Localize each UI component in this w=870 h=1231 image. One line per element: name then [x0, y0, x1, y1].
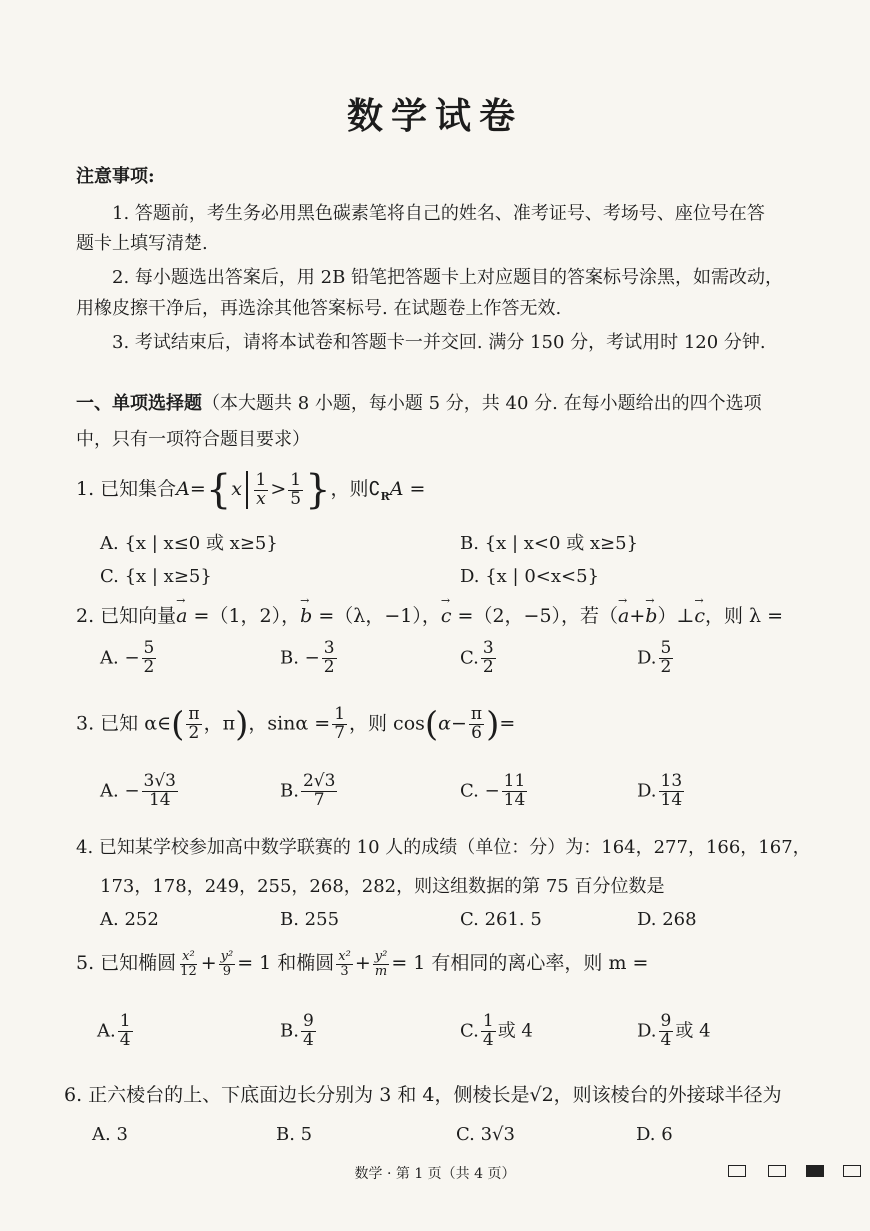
q4-option-b: B. 255 [280, 909, 340, 930]
q1-set-var: A [176, 478, 190, 500]
question-2 [76, 601, 783, 628]
q2-option-a: A. − $\frac{5}{2}$ [100, 638, 155, 677]
q2-vec-c2: → c [694, 605, 705, 627]
q5-option-b: B. $\frac{9}{4}$ [280, 1011, 314, 1050]
q3-option-b: B. $\frac{2√3}{7}$ [280, 771, 336, 810]
question-1 [76, 467, 426, 513]
notice-heading: 注意事项: [76, 166, 155, 187]
q1-option-d: D. {x | 0<x<5} [460, 566, 600, 587]
corner-mark-2 [768, 1165, 786, 1177]
q1-eq: = [189, 478, 206, 500]
page-footer: 数学 · 第 1 页（共 4 页） [354, 1166, 516, 1182]
q2-option-c: C. $\frac{3}{2}$ [460, 638, 494, 677]
q4-option-c: C. 261. 5 [460, 909, 542, 930]
question-6: 6. 正六棱台的上、下底面边长分别为 3 和 4，侧棱长是√2，则该棱台的外接球半径为 [64, 1084, 782, 1106]
q1-suffix2: A = [389, 478, 426, 500]
q2-vec-a: → a [176, 605, 187, 627]
q1-bar [246, 471, 248, 509]
q5-frac-y2-m: $\frac{\text{y²}}{m}$ [374, 948, 388, 979]
q5-frac-y2-9: $\frac{\text{y²}}{9}$ [220, 948, 234, 979]
q5-eq1: = 1 和椭圆 [237, 952, 335, 974]
notice-item-3: 3. 考试结束后，请将本试卷和答题卡一并交回. 满分 150 分，考试用时 120 分钟. [112, 332, 766, 353]
q2-b-def: =（λ，−1）， [312, 605, 441, 627]
q2-c-def: =（2，−5），若（ [451, 605, 619, 627]
notice-item-1-line-1: 1. 答题前，考生务必用黑色碳素笔将自己的姓名、准考证号、考场号、座位号在答 [112, 203, 765, 224]
q1-R: R [380, 489, 390, 503]
section-1-desc-2: 中，只有一项符合题目要求） [76, 429, 310, 450]
q1-option-a: A. {x | x≤0 或 x≥5} [100, 533, 278, 554]
q5-option-c: C. $\frac{1}{4}$ 或 4 [460, 1011, 533, 1050]
q1-option-b: B. {x | x<0 或 x≥5} [460, 533, 639, 554]
section-1-header [76, 387, 762, 421]
question-5: 5. 已知椭圆 $\frac{\text{x²}}{12}$ + $\frac{\text{y²}}{9}$ = 1 和椭圆 $\frac{\text{x²}}{3}$ + $\frac{\text{y²}}{m}$ = 1 有相同的离心率，则 m = [76, 948, 649, 979]
q2-prefix: 2. 已知向量 [76, 605, 177, 627]
q3-then: ，则 cos [349, 712, 425, 735]
section-1-label: 一、单项选择题 [76, 393, 202, 414]
q5-frac-x2-3: $\frac{\text{x²}}{3}$ [338, 948, 351, 979]
q4-option-a: A. 252 [100, 909, 159, 930]
q6-option-b: B. 5 [276, 1124, 313, 1145]
q2-vec-a2: → a [618, 605, 629, 627]
q6-option-c: C. 3√3 [456, 1124, 515, 1145]
q2-vec-b2: → b [645, 605, 657, 627]
q5-option-a: A. $\frac{1}{4}$ [97, 1011, 131, 1050]
q1-left-brace: { [205, 467, 232, 513]
corner-mark-1 [728, 1165, 746, 1177]
q3-option-a: A. − $\frac{3√3}{14}$ [100, 771, 176, 810]
q1-gt: > [270, 478, 287, 500]
q3-option-c: C. − $\frac{11}{14}$ [460, 771, 526, 810]
q3-frac-pi-over-2: $\frac{\pi}{2}$ [188, 704, 200, 743]
section-1-desc-1: （本大题共 8 小题，每小题 5 分，共 40 分. 在每小题给出的四个选项 [202, 393, 762, 414]
question-3: 3. 已知 α∈( $\frac{\pi}{2}$ ，π)，sinα = $\frac{1}{7}$ ，则 cos(α− $\frac{\pi}{6}$ )= [76, 704, 516, 745]
q5-frac-x2-12: $\frac{\text{x²}}{12}$ [180, 948, 197, 979]
exam-title: 数学试卷 [346, 95, 523, 137]
q4-option-d: D. 268 [637, 909, 697, 930]
notice-item-2-line-2: 用橡皮擦干净后，再选涂其他答案标号. 在试题卷上作答无效. [76, 298, 562, 319]
q2-suffix: ，则 λ = [705, 605, 784, 627]
corner-mark-3 [806, 1165, 824, 1177]
notice-item-1-line-2: 题卡上填写清楚. [76, 233, 208, 254]
q3-frac-pi-over-6: $\frac{\pi}{6}$ [470, 704, 483, 743]
q1-x: x [231, 478, 242, 500]
corner-mark-4 [843, 1165, 861, 1177]
q2-option-b: B. − $\frac{3}{2}$ [280, 638, 335, 677]
q3-prefix: 3. 已知 α∈ [76, 712, 172, 735]
q5-prefix: 5. 已知椭圆 [76, 952, 177, 974]
q4-line-1: 4. 已知某学校参加高中数学联赛的 10 人的成绩（单位：分）为：164，277，166，167， [76, 837, 811, 858]
q1-prefix: 1. 已知集合 [76, 478, 177, 500]
q3-option-d: D. $\frac{13}{14}$ [637, 771, 683, 810]
q2-plus: + [629, 605, 646, 627]
q2-vec-b: → b [300, 605, 312, 627]
q2-perp: ）⊥ [657, 605, 695, 627]
q2-vec-c: → c [441, 605, 452, 627]
q6-option-a: A. 3 [92, 1124, 128, 1145]
q5-option-d: D. $\frac{9}{4}$ 或 4 [637, 1011, 711, 1050]
q1-frac-1-over-x: $\frac{1}{x}$ [255, 469, 267, 509]
q1-suffix: ，则∁ [330, 478, 381, 500]
q1-frac-1-over-5: $\frac{1}{5}$ [290, 469, 302, 509]
q1-right-brace: } [305, 467, 331, 513]
q2-option-d: D. $\frac{5}{2}$ [637, 638, 672, 677]
q3-mid: ，sinα = [248, 712, 331, 735]
q5-eq2: = 1 有相同的离心率，则 m = [391, 952, 649, 974]
q1-option-c: C. {x | x≥5} [100, 566, 212, 587]
q2-a-def: =（1，2）， [187, 605, 301, 627]
q4-line-2: 173，178，249，255，268，282，则这组数据的第 75 百分位数是 [100, 876, 665, 897]
notice-item-2-line-1: 2. 每小题选出答案后，用 2B 铅笔把答题卡上对应题目的答案标号涂黑，如需改动， [112, 267, 784, 288]
q3-frac-1-over-7: $\frac{1}{7}$ [334, 704, 346, 743]
q6-option-d: D. 6 [636, 1124, 673, 1145]
